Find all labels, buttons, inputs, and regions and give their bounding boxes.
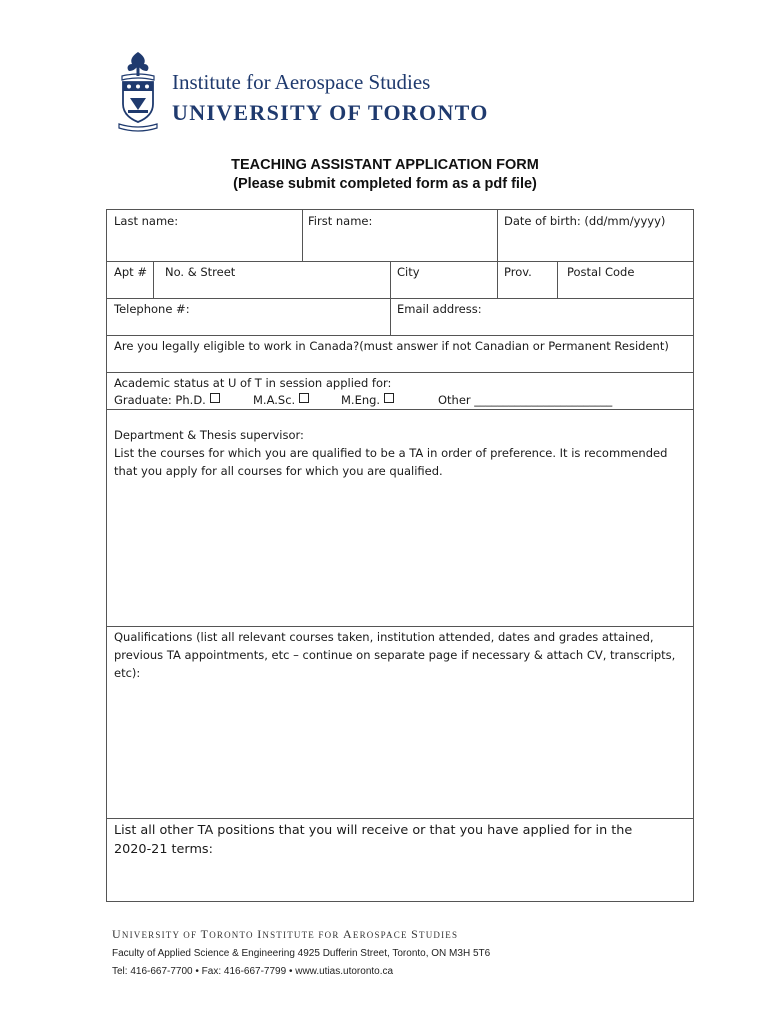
city-label: City: [397, 265, 420, 279]
university-crest-icon: [116, 50, 160, 136]
other-ta-positions-question: List all other TA positions that you will receive or that you have applied for in the 2020-21 terms:: [114, 823, 633, 857]
row-divider: [107, 298, 693, 299]
university-name: UNIVERSITY OF TORONTO: [172, 100, 489, 125]
row-divider: [107, 626, 693, 627]
postal-code-label: Postal Code: [567, 265, 635, 279]
academic-status-label: Academic status at U of T in session applied for:: [114, 376, 392, 390]
application-form-table: [106, 209, 694, 902]
qualifications-instructions: Qualifications (list all relevant courses taken, institution attended, dates and grades attained, previous TA appointments, etc – continue on separate page if necessary & attach CV, transcripts, etc):: [114, 630, 676, 680]
dob-label: Date of birth: (dd/mm/yyyy): [504, 214, 666, 228]
meng-option: [341, 393, 394, 407]
form-subtitle: (Please submit completed form as a pdf file): [233, 176, 537, 192]
courses-instructions: List the courses for which you are qualified to be a TA in order of preference. It is recommended that you apply for all courses for which you are qualified.: [114, 446, 668, 478]
first-name-label: First name:: [308, 214, 373, 228]
telephone-label: Telephone #:: [114, 302, 190, 316]
col-divider: [153, 261, 154, 298]
col-divider: [390, 261, 391, 335]
apt-label: Apt #: [114, 265, 147, 279]
province-label: Prov.: [504, 265, 532, 279]
meng-label: M.Eng.: [341, 393, 381, 407]
col-divider: [497, 261, 498, 298]
masc-option: [253, 393, 309, 407]
col-divider: [557, 261, 558, 298]
form-title: TEACHING ASSISTANT APPLICATION FORM: [231, 157, 539, 173]
meng-checkbox[interactable]: [384, 393, 394, 403]
phd-option: [114, 393, 220, 407]
street-label: No. & Street: [165, 265, 236, 279]
footer-address: Faculty of Applied Science & Engineering 4925 Dufferin Street, Toronto, ON M3H 5T6: [112, 948, 491, 959]
row-divider: [107, 261, 693, 262]
last-name-label: Last name:: [114, 214, 179, 228]
masc-checkbox[interactable]: [299, 393, 309, 403]
masc-label: M.A.Sc.: [253, 393, 296, 407]
footer-institute: UNIVERSITY OF TORONTO INSTITUTE FOR AEROSPACE STUDIES: [112, 927, 459, 941]
row-divider: [107, 372, 693, 373]
other-option[interactable]: Other ________________________: [438, 393, 613, 407]
row-divider: [107, 335, 693, 336]
eligibility-question: Are you legally eligible to work in Canada?(must answer if not Canadian or Permanent Resident): [114, 339, 669, 353]
phd-label: Graduate: Ph.D.: [114, 393, 206, 407]
row-divider: [107, 818, 693, 819]
row-divider: [107, 409, 693, 410]
email-label: Email address:: [397, 302, 482, 316]
footer-contact: Tel: 416-667-7700 • Fax: 416-667-7799 • www.utias.utoronto.ca: [112, 966, 394, 977]
institute-name: Institute for Aerospace Studies: [172, 70, 431, 94]
phd-checkbox[interactable]: [210, 393, 220, 403]
col-divider: [497, 210, 498, 261]
department-label: Department & Thesis supervisor:: [114, 428, 304, 442]
col-divider: [302, 210, 303, 261]
utias-logo: [112, 48, 489, 140]
